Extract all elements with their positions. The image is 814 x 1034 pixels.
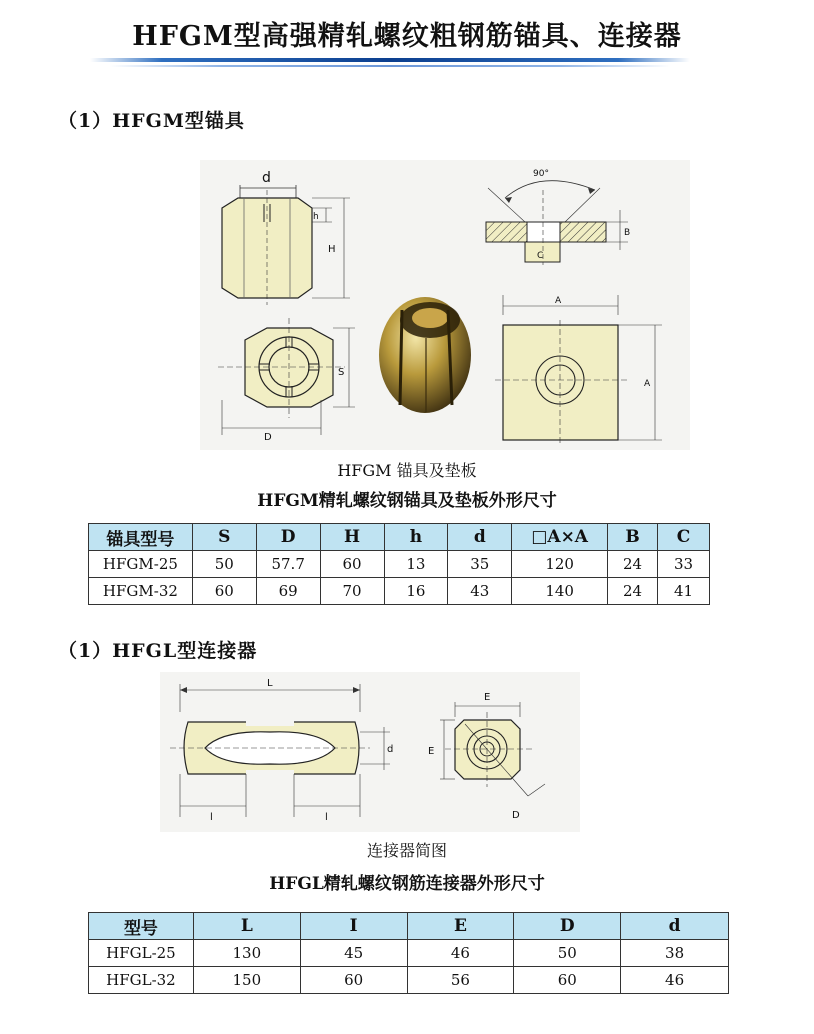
- table-cell: HFGM-25: [89, 551, 193, 578]
- table-cell: 46: [407, 940, 514, 967]
- table-cell: 60: [300, 967, 407, 994]
- label-S: S: [338, 367, 345, 378]
- connector-section-heading: （1）HFGL型连接器: [58, 640, 258, 662]
- label-E-side: E: [428, 746, 435, 757]
- nut-top-view: [218, 318, 355, 443]
- anchor-table-caption: HFGM精轧螺纹钢锚具及垫板外形尺寸: [257, 491, 557, 511]
- anchor-dimensions-table: [88, 523, 710, 605]
- column-header: D: [514, 913, 621, 940]
- connector-dimensions-table: [88, 912, 729, 994]
- column-header: d: [621, 913, 729, 940]
- label-A-side: A: [644, 379, 651, 389]
- table-cell: 50: [514, 940, 621, 967]
- table-cell: 69: [256, 578, 320, 605]
- label-l-left: l: [210, 812, 213, 823]
- column-header: I: [300, 913, 407, 940]
- label-d: d: [262, 170, 271, 186]
- label-E-top: E: [484, 692, 491, 703]
- table-cell: HFGM-32: [89, 578, 193, 605]
- table-cell: 46: [621, 967, 729, 994]
- table-cell: 150: [193, 967, 300, 994]
- label-l-right: l: [325, 812, 328, 823]
- table-cell: 35: [448, 551, 512, 578]
- label-h: h: [313, 212, 319, 222]
- table-cell: 57.7: [256, 551, 320, 578]
- column-header: h: [384, 524, 448, 551]
- table-cell: HFGL-32: [89, 967, 194, 994]
- label-B: B: [624, 228, 631, 238]
- title-underline-secondary: [110, 65, 670, 67]
- table-cell: 60: [514, 967, 621, 994]
- table-cell: 60: [320, 551, 384, 578]
- table-row: [89, 551, 710, 578]
- table-cell: 13: [384, 551, 448, 578]
- anchor-drawing: [200, 160, 690, 450]
- column-header: E: [407, 913, 514, 940]
- connector-drawing: [160, 672, 580, 832]
- nut-side-view: [222, 170, 350, 305]
- table-cell: 24: [608, 551, 658, 578]
- table-cell: 33: [658, 551, 710, 578]
- label-H: H: [328, 244, 336, 255]
- table-cell: 41: [658, 578, 710, 605]
- table-row: [89, 578, 710, 605]
- table-cell: 43: [448, 578, 512, 605]
- anchor-photo: [379, 297, 471, 413]
- table-cell: 50: [192, 551, 256, 578]
- title-underline: [90, 58, 690, 62]
- label-C: C: [537, 251, 544, 261]
- label-D: D: [512, 810, 520, 821]
- table-row: [89, 967, 729, 994]
- column-header: S: [192, 524, 256, 551]
- column-header: C: [658, 524, 710, 551]
- table-cell: 60: [192, 578, 256, 605]
- table-header-row: [89, 913, 729, 940]
- connector-figure-caption: 连接器简图: [366, 841, 447, 860]
- column-header: □A×A: [512, 524, 608, 551]
- connector-figure: [160, 672, 580, 832]
- table-cell: 56: [407, 967, 514, 994]
- connector-side-view: [170, 678, 393, 823]
- page-title: HFGM型高强精轧螺纹粗钢筋锚具、连接器: [132, 21, 682, 52]
- table-cell: 70: [320, 578, 384, 605]
- column-header: D: [256, 524, 320, 551]
- column-header: H: [320, 524, 384, 551]
- label-A-top: A: [555, 296, 562, 306]
- table-cell: 38: [621, 940, 729, 967]
- table-cell: 120: [512, 551, 608, 578]
- anchor-section-heading: （1）HFGM型锚具: [58, 110, 245, 132]
- table-header-row: [89, 524, 710, 551]
- table-cell: 45: [300, 940, 407, 967]
- table-cell: 16: [384, 578, 448, 605]
- plate-section-view: [486, 169, 630, 265]
- label-d: d: [387, 744, 394, 755]
- column-header: d: [448, 524, 512, 551]
- column-header: B: [608, 524, 658, 551]
- table-row: [89, 940, 729, 967]
- table-cell: 24: [608, 578, 658, 605]
- anchor-figure: [200, 160, 690, 450]
- table-cell: 140: [512, 578, 608, 605]
- label-L: L: [267, 678, 273, 689]
- label-D: D: [264, 432, 272, 443]
- column-header: 锚具型号: [89, 524, 193, 551]
- table-cell: 130: [193, 940, 300, 967]
- column-header: 型号: [89, 913, 194, 940]
- plate-top-view: [495, 295, 662, 445]
- anchor-figure-caption: HFGM 锚具及垫板: [337, 461, 477, 480]
- label-angle: 90°: [533, 169, 549, 179]
- connector-end-view: [428, 692, 545, 821]
- table-cell: HFGL-25: [89, 940, 194, 967]
- connector-table-caption: HFGL精轧螺纹钢筋连接器外形尺寸: [269, 874, 545, 894]
- column-header: L: [193, 913, 300, 940]
